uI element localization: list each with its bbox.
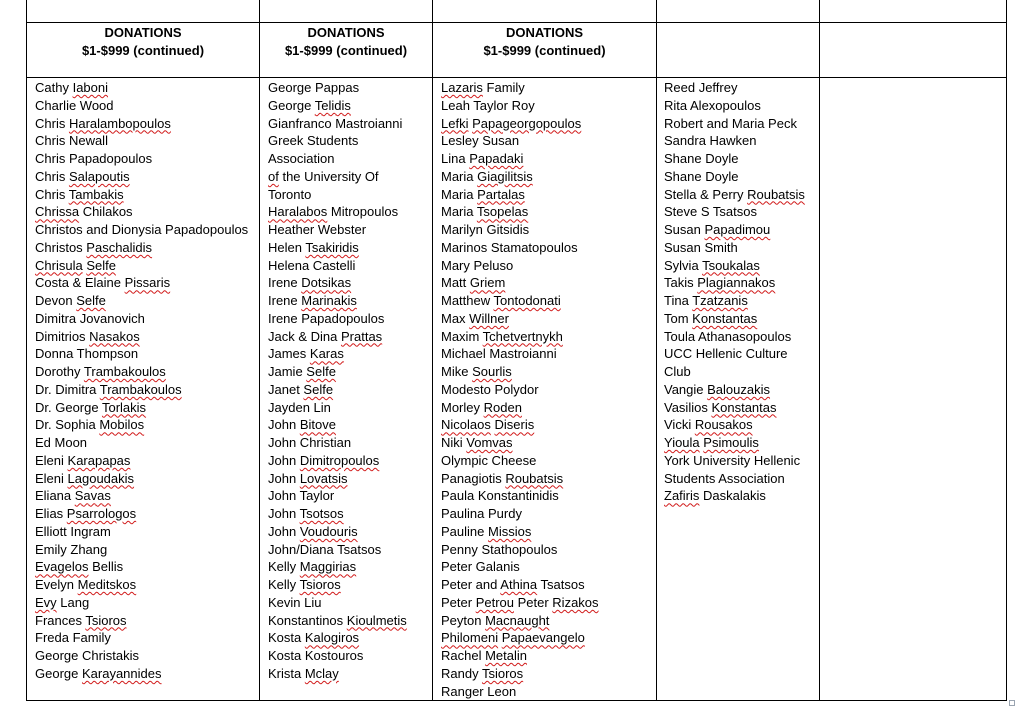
donor-name: Evagelos Bellis bbox=[35, 559, 124, 575]
table-right-border bbox=[1006, 0, 1007, 701]
header-title: DONATIONS bbox=[104, 25, 182, 40]
donor-name: Gianfranco Mastroianni bbox=[268, 115, 403, 131]
donor-name: Marilyn Gitsidis bbox=[441, 222, 530, 237]
donor-name: Sylvia Tsoukalas bbox=[664, 257, 760, 273]
spellcheck-word: Chrisula bbox=[35, 257, 83, 273]
donor-name: Chris Newall bbox=[35, 133, 108, 149]
donor-name: Chris Salapoutis bbox=[35, 168, 130, 184]
donor-name: Lina Papadaki bbox=[441, 151, 524, 166]
donor-name bbox=[441, 416, 599, 434]
donor-name: Konstantinos Kioulmetis bbox=[268, 612, 407, 628]
donor-name: Leah Taylor Roy bbox=[441, 97, 535, 113]
donor-name: Ed Moon bbox=[35, 435, 88, 450]
spellcheck-word: Telidis bbox=[314, 97, 351, 113]
donor-name: Reed Jeffrey bbox=[664, 80, 738, 95]
donor-name: Helen Tsakiridis bbox=[268, 239, 359, 255]
donor-name: Marinos Stamatopoulos bbox=[441, 239, 578, 255]
spellcheck-word: Petrou bbox=[475, 594, 514, 610]
spellcheck-word: Plagiannakos bbox=[697, 275, 776, 291]
donor-name: Club bbox=[664, 364, 691, 379]
spellcheck-word: Metalin bbox=[485, 648, 527, 663]
spellcheck-word: Papaevangelo bbox=[501, 630, 585, 646]
header-subtitle: $1-$999 (continued) bbox=[81, 43, 205, 58]
spellcheck-word: Prattas bbox=[340, 328, 383, 344]
spellcheck-word: Tontodonati bbox=[493, 293, 561, 308]
column-divider bbox=[432, 0, 433, 701]
donor-name: York University Hellenic bbox=[664, 452, 801, 468]
spellcheck-word: Vomvas bbox=[466, 435, 513, 450]
spellcheck-word: Rizakos bbox=[552, 594, 599, 610]
spellcheck-word: Tsoukalas bbox=[702, 257, 760, 273]
donor-name: Matthew Tontodonati bbox=[441, 293, 561, 308]
spellcheck-word: Evy bbox=[35, 594, 57, 610]
donor-name: Ranger Leon bbox=[441, 683, 517, 699]
donor-name: Eleni Lagoudakis bbox=[35, 470, 135, 486]
donor-name: Janet Selfe bbox=[268, 381, 334, 397]
spellcheck-word: Psarrologos bbox=[66, 506, 137, 521]
spellcheck-word: Tsakiridis bbox=[305, 239, 359, 255]
donor-name: Eliana Savas bbox=[35, 488, 111, 504]
donor-name: Jayden Lin bbox=[268, 399, 331, 415]
donor-name: Morley Roden bbox=[441, 399, 522, 415]
donor-name: Maria Giagilitsis bbox=[441, 168, 533, 184]
spellcheck-word: Bitove bbox=[299, 417, 336, 433]
spellcheck-word: Salapoutis bbox=[68, 168, 130, 184]
donor-name: Costa & Elaine Pissaris bbox=[35, 275, 171, 291]
donor-name: Shane Doyle bbox=[664, 168, 739, 184]
donor-name: Dr. Sophia Mobilos bbox=[35, 417, 145, 433]
donor-name: Emily Zhang bbox=[35, 541, 108, 557]
spellcheck-word: Tsioros bbox=[299, 577, 341, 592]
spellcheck-word: Meditskos bbox=[77, 577, 137, 592]
spellcheck-word: Pissaris bbox=[124, 275, 171, 291]
spellcheck-word: Trambakoulos bbox=[83, 364, 166, 379]
spellcheck-word: Selfe bbox=[86, 257, 116, 273]
donor-name: John Lovatsis bbox=[268, 470, 348, 486]
donor-name: Kosta Kostouros bbox=[268, 648, 364, 663]
spellcheck-word: Partalas bbox=[477, 186, 525, 202]
donor-name: John Christian bbox=[268, 435, 352, 450]
donor-name: Shane Doyle bbox=[664, 151, 739, 166]
donor-name: UCC Hellenic Culture bbox=[664, 346, 788, 362]
donor-name: Chris Tambakis bbox=[35, 186, 124, 202]
donor-name: Maria Partalas bbox=[441, 186, 525, 202]
spellcheck-word: Papadaki bbox=[469, 151, 524, 166]
donor-name: John Voudouris bbox=[268, 523, 358, 539]
donor-name: Michael Mastroianni bbox=[441, 346, 557, 362]
donor-name: Paulina Purdy bbox=[441, 506, 522, 521]
donor-name: of the University Of bbox=[268, 168, 379, 184]
donor-name: Dr. George Torlakis bbox=[35, 399, 147, 415]
spellcheck-word: Selfe bbox=[76, 293, 106, 308]
spellcheck-word: Papageorgopoulos bbox=[472, 115, 582, 131]
donor-name: Steve S Tsatsos bbox=[664, 204, 757, 220]
spellcheck-word: Balouzakis bbox=[707, 381, 771, 397]
header-title: DONATIONS bbox=[505, 25, 584, 40]
donor-name: Pauline Missios bbox=[441, 523, 532, 539]
donor-name: Irene Dotsikas bbox=[268, 275, 352, 291]
spellcheck-word: Paschalidis bbox=[86, 239, 153, 255]
spellcheck-word: Konstantas bbox=[711, 399, 777, 415]
donor-name: Greek Students bbox=[268, 133, 359, 149]
donor-name: Lazaris Family bbox=[441, 80, 525, 95]
spellcheck-word: Haralambopoulos bbox=[68, 115, 171, 131]
donor-name: Peter and Athina Tsatsos bbox=[441, 577, 585, 592]
spellcheck-word: Missios bbox=[487, 523, 532, 539]
spellcheck-word: Selfe bbox=[306, 364, 336, 379]
donor-name: Dorothy Trambakoulos bbox=[35, 364, 166, 379]
donor-name: Kelly Maggirias bbox=[268, 559, 357, 575]
donor-column-1 bbox=[35, 79, 248, 683]
donor-name: John Tsotsos bbox=[268, 506, 344, 521]
donor-name: George Christakis bbox=[35, 648, 140, 663]
donor-name: Kevin Liu bbox=[268, 594, 322, 610]
donor-name: Frances Tsioros bbox=[35, 612, 127, 628]
donor-name: Takis Plagiannakos bbox=[664, 275, 776, 291]
donor-name: Vangie Balouzakis bbox=[664, 381, 771, 397]
donor-name: John Dimitropoulos bbox=[268, 452, 380, 468]
spellcheck-word: Marinakis bbox=[301, 293, 357, 308]
spellcheck-word: Mobilos bbox=[99, 417, 145, 433]
spellcheck-word: Lazaris bbox=[441, 80, 483, 95]
spellcheck-word: Nicolaos bbox=[441, 417, 491, 433]
spellcheck-word: Diseris bbox=[494, 417, 535, 433]
spellcheck-word: Macnaught bbox=[485, 612, 550, 628]
donor-name: Susan Papadimou bbox=[664, 222, 771, 237]
donor-name: John Taylor bbox=[268, 488, 335, 504]
spellcheck-word: Athina bbox=[500, 577, 538, 592]
column-divider bbox=[656, 0, 657, 701]
spellcheck-word: Maggirias bbox=[299, 559, 357, 575]
donor-name: Elliott Ingram bbox=[35, 523, 111, 539]
spellcheck-word: Tchetvertnykh bbox=[482, 328, 563, 344]
spellcheck-word: Tsioros bbox=[481, 665, 524, 681]
spellcheck-word: Roden bbox=[483, 399, 522, 415]
spellcheck-word: Iaboni bbox=[72, 80, 108, 95]
donor-name: Jack & Dina Prattas bbox=[268, 328, 383, 344]
donor-name: Matt Griem bbox=[441, 275, 506, 291]
spellcheck-word: Karayannides bbox=[81, 665, 162, 681]
donor-name: Robert and Maria Peck bbox=[664, 115, 797, 131]
row-divider bbox=[26, 77, 1007, 78]
donor-name: Elias Psarrologos bbox=[35, 506, 137, 521]
donor-name: Chris Haralambopoulos bbox=[35, 115, 171, 131]
donor-name: George Pappas bbox=[268, 80, 360, 95]
spellcheck-word: Nasakos bbox=[89, 328, 140, 344]
donor-name: Christos and Dionysia Papadopoulos bbox=[35, 222, 249, 237]
donor-name: Evelyn Meditskos bbox=[35, 577, 137, 592]
spellcheck-word: Lefki bbox=[441, 115, 469, 131]
donor-name: Vicki Rousakos bbox=[664, 417, 753, 433]
spellcheck-word: Sourlis bbox=[472, 364, 512, 379]
donor-name: Freda Family bbox=[35, 630, 111, 646]
donor-name: Christos Paschalidis bbox=[35, 239, 153, 255]
donor-name: James Karas bbox=[268, 346, 344, 362]
donor-name: Dr. Dimitra Trambakoulos bbox=[35, 381, 182, 397]
donor-name: Toula Athanasopoulos bbox=[664, 328, 792, 344]
donor-name: Jamie Selfe bbox=[268, 364, 336, 379]
column-header-3 bbox=[433, 24, 656, 60]
spellcheck-word: Karapapas bbox=[67, 452, 131, 468]
donor-name: Toronto bbox=[268, 186, 312, 202]
spellcheck-word: Philomeni bbox=[441, 630, 499, 646]
donor-name: John Bitove bbox=[268, 417, 336, 433]
spellcheck-word: Tzatzanis bbox=[692, 293, 748, 308]
donor-name: Heather Webster bbox=[268, 222, 367, 237]
donor-name: Lesley Susan bbox=[441, 133, 520, 149]
donor-name: Association bbox=[268, 151, 335, 166]
column-divider bbox=[259, 0, 260, 701]
spellcheck-word: Trambakoulos bbox=[99, 381, 182, 397]
spellcheck-word: Tsopelas bbox=[476, 204, 529, 220]
donor-name: Dimitra Jovanovich bbox=[35, 310, 145, 326]
donor-name: Peyton Macnaught bbox=[441, 612, 550, 628]
spellcheck-word: Dimitropoulos bbox=[299, 452, 380, 468]
header-subtitle: $1-$999 (continued) bbox=[284, 43, 408, 58]
spellcheck-word: Chrissa bbox=[35, 204, 80, 220]
donor-name bbox=[35, 257, 248, 275]
donor-name: Panagiotis Roubatsis bbox=[441, 470, 564, 486]
donor-name: Chris Papadopoulos bbox=[35, 151, 153, 166]
donor-name: Randy Tsioros bbox=[441, 665, 524, 681]
column-header-1 bbox=[27, 24, 259, 60]
donor-name bbox=[664, 434, 805, 452]
donor-name bbox=[441, 115, 599, 133]
donor-name: Rachel Metalin bbox=[441, 648, 527, 663]
spellcheck-word: Haralabos bbox=[268, 204, 328, 220]
donor-name: Helena Castelli bbox=[268, 257, 356, 273]
donor-name: Dimitrios Nasakos bbox=[35, 328, 140, 344]
donor-name: Irene Marinakis bbox=[268, 293, 357, 308]
donor-name: Devon Selfe bbox=[35, 293, 106, 308]
spellcheck-word: of bbox=[268, 168, 279, 184]
donor-name: Zafiris Daskalakis bbox=[664, 488, 766, 504]
donor-name: Maxim Tchetvertnykh bbox=[441, 328, 563, 344]
row-divider bbox=[26, 22, 1007, 23]
spellcheck-word: Kalogiros bbox=[304, 630, 360, 646]
donor-name: Students Association bbox=[664, 470, 785, 486]
donor-name bbox=[441, 629, 599, 647]
spellcheck-word: Rousakos bbox=[694, 417, 753, 433]
donor-name: Penny Stathopoulos bbox=[441, 541, 558, 557]
donor-name: Stella & Perry Roubatsis bbox=[664, 186, 805, 202]
spellcheck-word: Giagilitsis bbox=[477, 168, 533, 184]
spellcheck-word: Zafiris bbox=[664, 488, 700, 504]
donor-name: Chrissa Chilakos bbox=[35, 204, 133, 220]
donor-name: Olympic Cheese bbox=[441, 452, 537, 468]
spellcheck-word: Kioulmetis bbox=[346, 612, 407, 628]
donor-name: Mike Sourlis bbox=[441, 364, 512, 379]
spellcheck-word: Torlakis bbox=[101, 399, 147, 415]
donor-name: Peter Petrou Peter Rizakos bbox=[441, 594, 599, 610]
donor-name: George Telidis bbox=[268, 97, 351, 113]
spellcheck-word: Lagoudakis bbox=[67, 470, 135, 486]
spellcheck-word: Savas bbox=[74, 488, 111, 504]
donor-name: Tom Konstantas bbox=[664, 310, 758, 326]
spellcheck-word: Roubatsis bbox=[747, 186, 805, 202]
spellcheck-word: Papadimou bbox=[704, 222, 771, 237]
header-subtitle: $1-$999 (continued) bbox=[483, 43, 606, 58]
spellcheck-word: Voudouris bbox=[299, 523, 358, 539]
donor-name: Maria Tsopelas bbox=[441, 204, 529, 220]
donor-name: Max Willner bbox=[441, 310, 509, 326]
donor-name: Krista Mclay bbox=[268, 665, 339, 681]
donor-name: Vasilios Konstantas bbox=[664, 399, 777, 415]
donor-column-3 bbox=[441, 79, 599, 700]
donor-name: Modesto Polydor bbox=[441, 381, 539, 397]
donor-name: Irene Papadopoulos bbox=[268, 310, 385, 326]
spellcheck-word: Dotsikas bbox=[301, 275, 352, 291]
donor-name: Mary Peluso bbox=[441, 257, 514, 273]
spellcheck-word: Mclay bbox=[304, 665, 339, 681]
spellcheck-word: Griem bbox=[469, 275, 506, 291]
spellcheck-word: Evagelos bbox=[35, 559, 89, 575]
donor-name: Niki Vomvas bbox=[441, 435, 513, 450]
donor-name: Sandra Hawken bbox=[664, 133, 757, 149]
donor-name: Rita Alexopoulos bbox=[664, 97, 761, 113]
donor-name: John/Diana Tsatsos bbox=[268, 541, 382, 557]
spellcheck-word: Tsotsos bbox=[299, 506, 344, 521]
resize-handle-icon[interactable] bbox=[1009, 700, 1015, 706]
column-header-2 bbox=[260, 24, 432, 60]
donor-name: Cathy Iaboni bbox=[35, 80, 108, 95]
donor-name: Evy Lang bbox=[35, 594, 90, 610]
spellcheck-word: Willner bbox=[469, 310, 509, 326]
header-title: DONATIONS bbox=[307, 25, 385, 40]
donor-name: Peter Galanis bbox=[441, 559, 520, 575]
spellcheck-word: Karas bbox=[309, 346, 344, 362]
donor-name: Kosta Kalogiros bbox=[268, 630, 360, 646]
donor-name: Paula Konstantinidis bbox=[441, 488, 559, 504]
spellcheck-word: Lovatsis bbox=[299, 470, 348, 486]
donor-name: Susan Smith bbox=[664, 239, 738, 255]
spellcheck-word: Roubatsis bbox=[505, 470, 564, 486]
donor-name: Donna Thompson bbox=[35, 346, 139, 362]
column-divider bbox=[819, 0, 820, 701]
donor-name: George Karayannides bbox=[35, 665, 162, 681]
spellcheck-word: Tambakis bbox=[68, 186, 124, 202]
spellcheck-word: Selfe bbox=[303, 381, 334, 397]
donor-name: Eleni Karapapas bbox=[35, 452, 131, 468]
donor-name: Kelly Tsioros bbox=[268, 577, 341, 592]
spellcheck-word: Psimoulis bbox=[703, 435, 759, 450]
spellcheck-word: Yioula bbox=[664, 435, 700, 450]
donor-column-4 bbox=[664, 79, 805, 505]
spellcheck-word: Tsioros bbox=[85, 612, 127, 628]
donor-column-2 bbox=[268, 79, 407, 683]
donor-name: Charlie Wood bbox=[35, 97, 114, 113]
spellcheck-word: Konstantas bbox=[692, 310, 758, 326]
donor-name: Tina Tzatzanis bbox=[664, 293, 748, 308]
donor-name: Haralabos Mitropoulos bbox=[268, 204, 399, 220]
